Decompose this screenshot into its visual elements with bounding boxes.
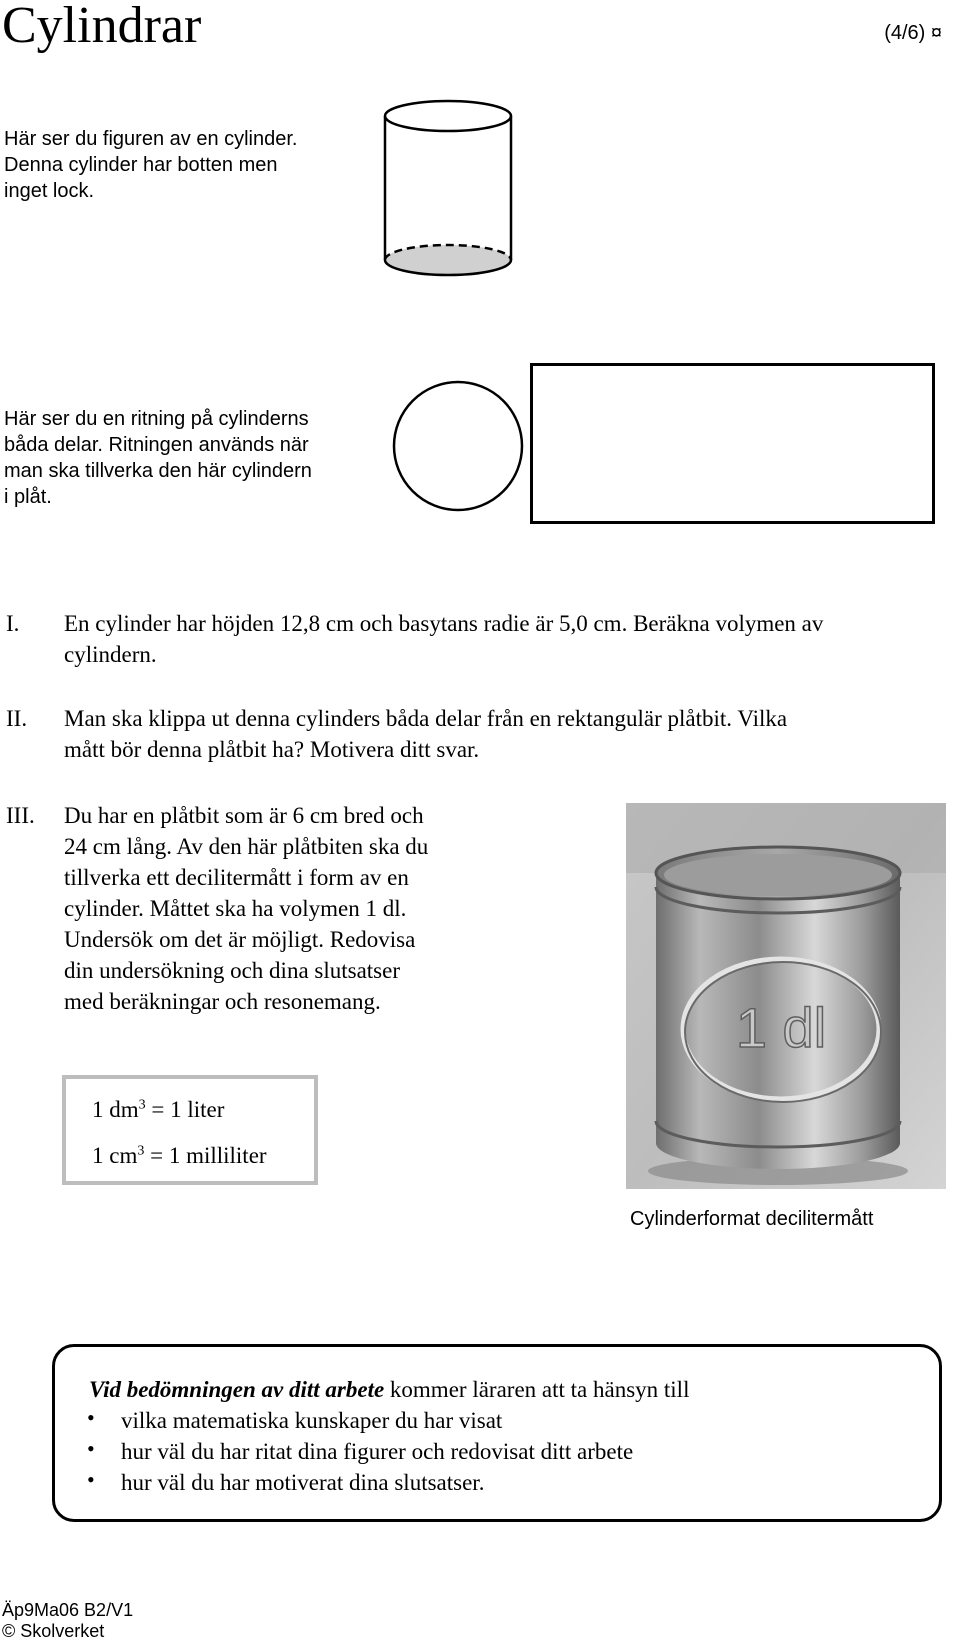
unit-conversion-box	[62, 1075, 318, 1185]
assessment-item: hur väl du har motiverat dina slutsatser.	[121, 1470, 485, 1495]
intro-line: inget lock.	[4, 180, 95, 202]
base-circle-figure	[390, 378, 530, 518]
task-line: din undersökning och dina slutsatser	[64, 958, 401, 983]
side-rectangle-figure	[530, 363, 935, 524]
task-line: tillverka ett decilitermått i form av en	[64, 865, 409, 890]
embossed-label: 1 dl	[735, 996, 827, 1059]
intro-line: båda delar. Ritningen används när	[4, 434, 309, 456]
bullet-icon: •	[87, 1467, 95, 1492]
intro-line: man ska tillverka den här cylindern	[4, 460, 312, 482]
formula-dm3	[92, 1097, 224, 1123]
photo-caption: Cylinderformat decilitermått	[630, 1208, 874, 1230]
intro-drawing-text	[4, 406, 344, 510]
task-number: I.	[6, 611, 20, 636]
assessment-box	[52, 1344, 942, 1522]
cup-opening	[664, 854, 892, 896]
task-line: 24 cm lång. Av den här plåtbiten ska du	[64, 834, 429, 859]
formula-lhs: 1 cm	[92, 1143, 138, 1168]
points-label: (4/6) ¤	[884, 22, 942, 44]
formula-exponent: 3	[137, 1143, 145, 1159]
task-number: III.	[6, 803, 35, 828]
intro-line: i plåt.	[4, 486, 52, 508]
page-title: Cylindrar	[2, 0, 202, 54]
formula-rhs: = 1 milliliter	[144, 1143, 267, 1168]
task-line: Du har en plåtbit som är 6 cm bred och	[64, 803, 424, 828]
cylinder-top-rim	[385, 101, 511, 131]
open-cylinder-figure	[380, 94, 520, 284]
deciliter-measure-photo	[626, 803, 946, 1189]
bullet-icon: •	[87, 1405, 95, 1430]
assessment-intro	[89, 1374, 689, 1405]
bullet-icon: •	[87, 1436, 95, 1461]
intro-line: Här ser du figuren av en cylinder.	[4, 128, 298, 150]
assessment-item: vilka matematiska kunskaper du har visat	[121, 1408, 503, 1433]
base-circle	[394, 382, 522, 510]
assessment-intro-emphasis: Vid bedömningen av ditt arbete	[89, 1377, 385, 1402]
task-line: cylindern.	[64, 642, 157, 667]
task-number: II.	[6, 706, 28, 731]
footer	[2, 1600, 133, 1642]
task-line: Man ska klippa ut denna cylinders båda delar från en rektangulär plåtbit. Vilka	[64, 706, 788, 731]
formula-rhs: = 1 liter	[145, 1097, 225, 1122]
task-line: En cylinder har höjden 12,8 cm och basytans radie är 5,0 cm. Beräkna volymen av	[64, 611, 824, 636]
footer-copyright: © Skolverket	[2, 1621, 105, 1641]
formula-lhs: 1 dm	[92, 1097, 139, 1122]
task-line: mått bör denna plåtbit ha? Motivera ditt svar.	[64, 737, 480, 762]
formula-cm3	[92, 1143, 267, 1169]
intro-line: Här ser du en ritning på cylinderns	[4, 408, 309, 430]
footer-code: Äp9Ma06 B2/V1	[2, 1600, 134, 1620]
intro-line: Denna cylinder har botten men	[4, 154, 278, 176]
task-line: Undersök om det är möjligt. Redovisa	[64, 927, 416, 952]
assessment-intro-rest: kommer läraren att ta hänsyn till	[384, 1377, 690, 1402]
task-line: cylinder. Måttet ska ha volymen 1 dl.	[64, 896, 407, 921]
intro-cylinder-text	[4, 126, 344, 204]
assessment-item: hur väl du har ritat dina figurer och redovisat ditt arbete	[121, 1439, 634, 1464]
formula-exponent: 3	[138, 1097, 146, 1113]
task-line: med beräkningar och resonemang.	[64, 989, 381, 1014]
